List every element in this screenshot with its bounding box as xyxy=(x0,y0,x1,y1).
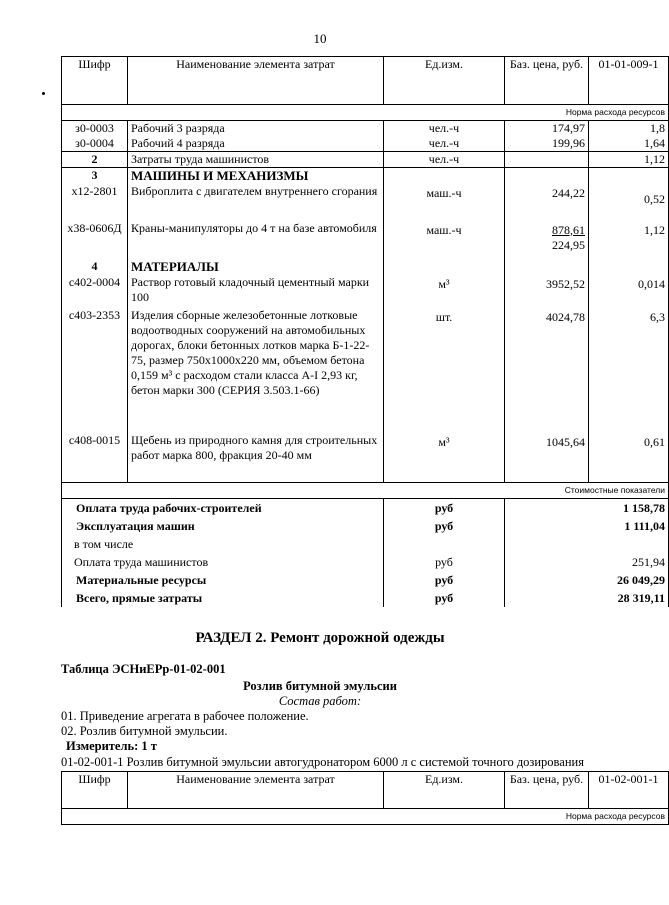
row-unit: чел.-ч xyxy=(384,136,505,152)
header-price: Баз. цена, руб. xyxy=(505,772,589,809)
norm-band: Норма расхода ресурсов xyxy=(62,105,669,121)
page-number: 10 xyxy=(313,31,327,46)
table-row xyxy=(62,121,669,137)
row-code: з0-0003 xyxy=(62,121,128,137)
row-name: Рабочий 3 разряда xyxy=(128,121,384,137)
cost-row xyxy=(62,553,669,571)
table-row xyxy=(62,152,669,168)
row-price: 1045,64 xyxy=(505,433,589,483)
cost-unit: руб xyxy=(384,517,505,535)
header-norm: 01-01-009-1 xyxy=(589,57,669,105)
row-norm: 0,014 xyxy=(589,275,669,308)
cost-value: 28 319,11 xyxy=(505,589,669,607)
row-price: 174,97 xyxy=(505,121,589,137)
cost-value: 1 111,04 xyxy=(505,517,669,535)
cost-label: Всего, прямые затраты xyxy=(62,589,384,607)
row-price-base: 878,61 xyxy=(552,222,585,237)
header-unit: Ед.изм. xyxy=(384,772,505,809)
row-name: МАШИНЫ И МЕХАНИЗМЫ xyxy=(128,168,384,184)
row-unit: чел.-ч xyxy=(384,152,505,168)
row-name: Виброплита с двигателем внутреннего сгорания xyxy=(128,184,384,221)
row-unit: м³ xyxy=(384,275,505,308)
header-price: Баз. цена, руб. xyxy=(505,57,589,105)
row-price xyxy=(505,152,589,168)
work-heading: Состав работ: xyxy=(278,694,362,708)
measure: Измеритель: 1 т xyxy=(66,739,157,753)
table-row xyxy=(62,221,669,259)
table-row xyxy=(62,308,669,433)
section-title: РАЗДЕЛ 2. Ремонт дорожной одежды xyxy=(195,630,445,646)
header-code: Шифр xyxy=(62,57,128,105)
resource-table xyxy=(61,56,669,607)
table-row xyxy=(62,433,669,483)
row-price: 244,22 xyxy=(505,184,589,221)
table-row xyxy=(62,184,669,221)
row-price-extra: 224,95 xyxy=(552,237,585,252)
row-norm xyxy=(589,168,669,184)
norm-band: Норма расхода ресурсов xyxy=(62,809,669,825)
row-name: Изделия сборные железобетонные лотковые водоотводных сооружений на автомобильных дорогах, блоки бетонных лотков марка Б-1-22-75, размер 750х1000х220 мм, объемом бетона 0,159 м³ с расходом стали класса A-I 2,93 кг, бетон марки 300 (СЕРИЯ 3.503.1-66) xyxy=(128,308,384,433)
row-price: 199,96 xyxy=(505,136,589,152)
header-unit: Ед.изм. xyxy=(384,57,505,105)
row-price xyxy=(505,259,589,275)
row-norm xyxy=(589,259,669,275)
row-unit xyxy=(384,259,505,275)
cost-label: Материальные ресурсы xyxy=(62,571,384,589)
cost-label: Оплата труда рабочих-строителей xyxy=(62,499,384,518)
row-norm: 1,12 xyxy=(589,221,669,259)
cost-unit: руб xyxy=(384,571,505,589)
table-row xyxy=(62,259,669,275)
table-row xyxy=(62,275,669,308)
cost-value xyxy=(505,535,669,553)
header-name: Наименование элемента затрат xyxy=(128,57,384,105)
cost-unit: руб xyxy=(384,589,505,607)
row-price xyxy=(505,168,589,184)
table-row xyxy=(62,168,669,184)
table-row xyxy=(62,136,669,152)
row-name: Щебень из природного камня для строительных работ марка 800, фракция 20-40 мм xyxy=(128,433,384,483)
resource-table-2 xyxy=(61,771,669,825)
cost-unit xyxy=(384,535,505,553)
cost-label: Эксплуатация машин xyxy=(62,517,384,535)
table-header-row xyxy=(62,57,669,105)
row-code: 3 xyxy=(62,168,128,184)
row-unit: чел.-ч xyxy=(384,121,505,137)
margin-dot xyxy=(42,92,45,95)
table-label: Таблица ЭСНиЕРр-01-02-001 xyxy=(61,662,226,676)
row-norm: 1,12 xyxy=(589,152,669,168)
row-norm: 0,52 xyxy=(589,184,669,221)
row-norm: 6,3 xyxy=(589,308,669,433)
row-norm: 0,61 xyxy=(589,433,669,483)
row-code: 4 xyxy=(62,259,128,275)
cost-value: 251,94 xyxy=(505,553,669,571)
row-unit: маш.-ч xyxy=(384,184,505,221)
cost-row xyxy=(62,571,669,589)
row-unit: м³ xyxy=(384,433,505,483)
row-norm: 1,8 xyxy=(589,121,669,137)
cost-row xyxy=(62,517,669,535)
subtitle: Розлив битумной эмульсии xyxy=(243,679,397,693)
row-name: Раствор готовый кладочный цементный марки 100 xyxy=(128,275,384,308)
header-code: Шифр xyxy=(62,772,128,809)
cost-row xyxy=(62,499,669,518)
row-name: МАТЕРИАЛЫ xyxy=(128,259,384,275)
cost-label: в том числе xyxy=(62,535,384,553)
header-norm: 01-02-001-1 xyxy=(589,772,669,809)
row-price xyxy=(505,221,589,259)
row-name: Затраты труда машинистов xyxy=(128,152,384,168)
row-code: с402-0004 xyxy=(62,275,128,308)
row-name: Краны-манипуляторы до 4 т на базе автомобиля xyxy=(128,221,384,259)
row-name: Рабочий 4 разряда xyxy=(128,136,384,152)
row-code: 2 xyxy=(62,152,128,168)
row-code: х38-0606Д xyxy=(62,221,128,259)
row-price: 4024,78 xyxy=(505,308,589,433)
row-code: с408-0015 xyxy=(62,433,128,483)
cost-unit: руб xyxy=(384,499,505,518)
row-code: с403-2353 xyxy=(62,308,128,433)
header-name: Наименование элемента затрат xyxy=(128,772,384,809)
row-code: х12-2801 xyxy=(62,184,128,221)
row-unit: шт. xyxy=(384,308,505,433)
cost-row xyxy=(62,589,669,607)
cost-value: 26 049,29 xyxy=(505,571,669,589)
cost-label: Оплата труда машинистов xyxy=(62,553,384,571)
work-item-1: 01. Приведение агрегата в рабочее положение. xyxy=(61,709,309,723)
row-price: 3952,52 xyxy=(505,275,589,308)
row-unit: маш.-ч xyxy=(384,221,505,259)
cost-unit: руб xyxy=(384,553,505,571)
cost-value: 1 158,78 xyxy=(505,499,669,518)
row-code: з0-0004 xyxy=(62,136,128,152)
row-unit xyxy=(384,168,505,184)
row-norm: 1,64 xyxy=(589,136,669,152)
work-item-2: 02. Розлив битумной эмульсии. xyxy=(61,724,228,738)
cost-band: Стоимостные показатели xyxy=(62,483,669,499)
item-line: 01-02-001-1 Розлив битумной эмульсии автогудронатором 6000 л с системой точного дозирования xyxy=(61,755,584,769)
cost-row xyxy=(62,535,669,553)
